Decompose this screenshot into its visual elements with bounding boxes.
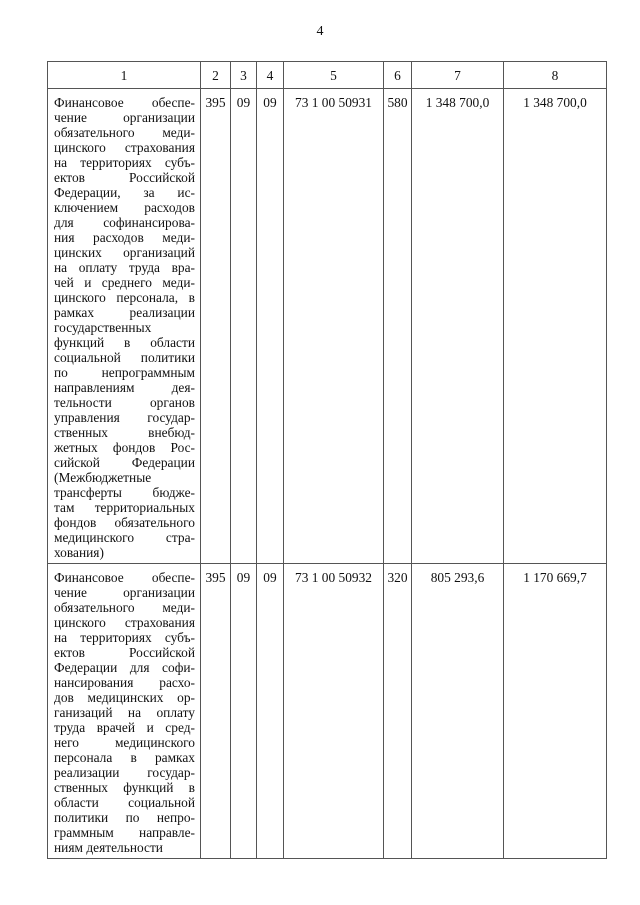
table-row — [48, 564, 607, 859]
description-line: цинского персонала, в — [54, 290, 195, 305]
description-line: функций в области — [54, 335, 195, 350]
page-number: 4 — [316, 24, 324, 39]
description-line: ниям деятельности — [54, 840, 163, 855]
description-line: по непрограммным — [54, 365, 195, 380]
description-line: Финансовое обеспе- — [54, 570, 195, 585]
description-line: чение организации — [54, 585, 195, 600]
column-number-row — [48, 62, 607, 89]
column-header: 6 — [384, 62, 412, 89]
description-line: трансферты бюдже- — [54, 485, 195, 500]
description-line: него медицинского — [54, 735, 195, 750]
amount-column-8: 1 170 669,7 — [504, 564, 607, 859]
description-line: там территориальных — [54, 500, 195, 515]
column-header: 2 — [201, 62, 231, 89]
column-header: 3 — [231, 62, 257, 89]
row-description — [48, 89, 201, 564]
description-line: нансирования расхо- — [54, 675, 195, 690]
description-line: ния расходов меди- — [54, 230, 195, 245]
description-line: труда врачей и сред- — [54, 720, 195, 735]
description-line: чей и среднего меди- — [54, 275, 195, 290]
description-line: хования) — [54, 545, 104, 560]
budget-table — [47, 61, 607, 859]
description-line: ключением расходов — [54, 200, 195, 215]
description-line: чение организации — [54, 110, 195, 125]
description-line: на территориях субъ- — [54, 630, 195, 645]
description-line: дов медицинских ор- — [54, 690, 195, 705]
description-line: фондов обязательного — [54, 515, 195, 530]
target-article-code: 73 1 00 50931 — [284, 89, 384, 564]
ministry-code: 395 — [201, 564, 231, 859]
description-line: (Межбюджетные — [54, 470, 152, 485]
description-line: ственных внебюд- — [54, 425, 195, 440]
subsection-code: 09 — [257, 564, 284, 859]
description-line: персонала в рамках — [54, 750, 195, 765]
table-row — [48, 89, 607, 564]
description-line: рамках реализации — [54, 305, 195, 320]
description-line: для софинансирова- — [54, 215, 195, 230]
description-line: ственных функций в — [54, 780, 195, 795]
description-line: государственных — [54, 320, 152, 335]
description-line: направлениям дея- — [54, 380, 195, 395]
description-line: ектов Российской — [54, 170, 195, 185]
description-line: жетных фондов Рос- — [54, 440, 195, 455]
description-line: области социальной — [54, 795, 195, 810]
description-line: сийской Федерации — [54, 455, 195, 470]
column-header: 7 — [412, 62, 504, 89]
description-line: тельности органов — [54, 395, 195, 410]
description-line: ектов Российской — [54, 645, 195, 660]
row-description — [48, 564, 201, 859]
description-line: Финансовое обеспе- — [54, 95, 195, 110]
amount-column-7: 805 293,6 — [412, 564, 504, 859]
description-line: Федерации для софи- — [54, 660, 195, 675]
target-article-code: 73 1 00 50932 — [284, 564, 384, 859]
description-line: социальной политики — [54, 350, 195, 365]
description-line: политики по непро- — [54, 810, 195, 825]
column-header: 5 — [284, 62, 384, 89]
column-header: 8 — [504, 62, 607, 89]
section-code: 09 — [231, 564, 257, 859]
description-line: управления государ- — [54, 410, 195, 425]
expense-type-code: 580 — [384, 89, 412, 564]
amount-column-8: 1 348 700,0 — [504, 89, 607, 564]
description-line: обязательного меди- — [54, 125, 195, 140]
description-line: граммным направле- — [54, 825, 195, 840]
description-line: цинских организаций — [54, 245, 195, 260]
description-line: медицинского стра- — [54, 530, 195, 545]
description-line: на территориях субъ- — [54, 155, 195, 170]
description-line: ганизаций на оплату — [54, 705, 195, 720]
section-code: 09 — [231, 89, 257, 564]
description-line: цинского страхования — [54, 140, 195, 155]
description-line: реализации государ- — [54, 765, 195, 780]
description-line: обязательного меди- — [54, 600, 195, 615]
ministry-code: 395 — [201, 89, 231, 564]
expense-type-code: 320 — [384, 564, 412, 859]
column-header: 1 — [48, 62, 201, 89]
column-header: 4 — [257, 62, 284, 89]
description-line: Федерации, за ис- — [54, 185, 195, 200]
amount-column-7: 1 348 700,0 — [412, 89, 504, 564]
subsection-code: 09 — [257, 89, 284, 564]
description-line: цинского страхования — [54, 615, 195, 630]
description-line: на оплату труда вра- — [54, 260, 195, 275]
